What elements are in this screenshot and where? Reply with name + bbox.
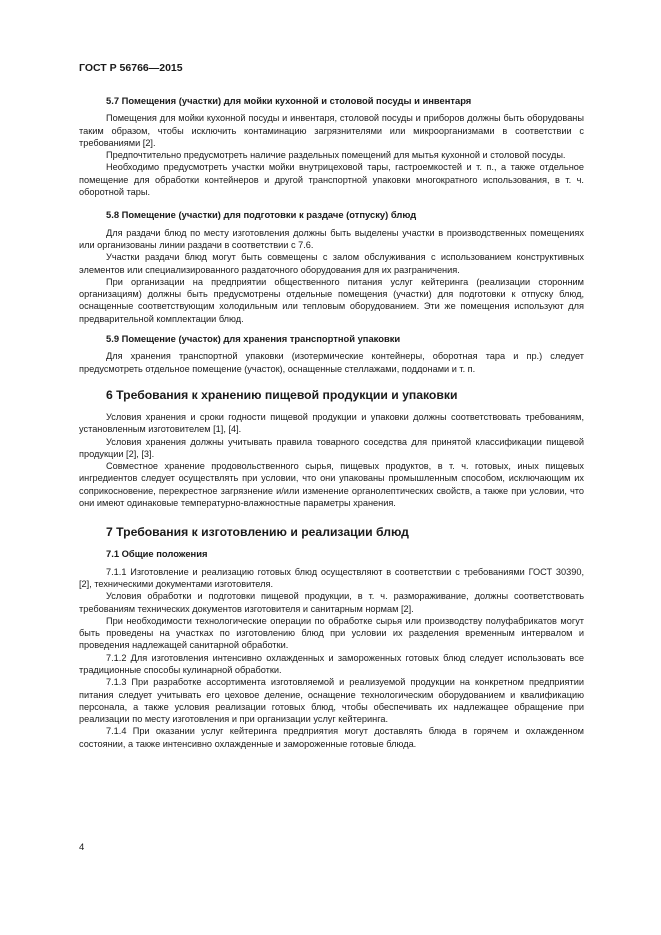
paragraph: Условия обработки и подготовки пищевой продукции, в т. ч. размораживание, должны соответствовать требованиям технических документов изготовителя и санитарным нормам [2]. <box>79 591 584 614</box>
paragraph: Участки раздачи блюд могут быть совмещены с залом обслуживания с использованием конструктивных элементов или специализированного раздаточного оборудования для их разграничения. <box>79 252 584 275</box>
paragraph: Для раздачи блюд по месту изготовления должны быть выделены участки в производственных помещениях или организованы линии раздачи в соответствии с 7.6. <box>79 227 584 250</box>
document-body <box>79 90 584 750</box>
paragraph: Совместное хранение продовольственного сырья, пищевых продуктов, в т. ч. готовых, иных пищевых ингредиентов следует осуществлять при условии, что они упакованы промышленным способом, исключающим их соприкосновение, перекрестное загрязнение и/или изменение органолептических свойств, а также при условии, что они имеют одинаковые температурно-влажностные параметры хранения. <box>79 461 584 509</box>
chapter-heading: 7 Требования к изготовлению и реализации блюд <box>106 525 409 540</box>
section-heading: 5.8 Помещение (участки) для подготовки к раздаче (отпуску) блюд <box>106 209 417 221</box>
paragraph: Помещения для мойки кухонной посуды и инвентаря, столовой посуды и приборов должны быть оборудованы таким образом, чтобы исключить контаминацию загрязнителями или микроорганизмами в соответствии с требованиями [2]. <box>79 113 584 148</box>
paragraph: 7.1.3 При разработке ассортимента изготовляемой и реализуемой продукции на конкретном предприятии питания следует учитывать его цеховое деление, оснащение технологическим оборудованием и квалификацию персонала, а также условия реализации готовых блюд, чтобы обеспечивать их надлежащее обращение при реализации по месту изготовления и при организации услуг кейтеринга. <box>79 677 584 725</box>
paragraph: Условия хранения и сроки годности пищевой продукции и упаковки должны соответствовать требованиям, установленным изготовителем [1], [4]. <box>79 411 584 435</box>
section-heading: 5.9 Помещение (участок) для хранения транспортной упаковки <box>106 333 401 345</box>
page-number: 4 <box>79 842 85 853</box>
paragraph: При необходимости технологические операции по обработке сырья или производству полуфабрикатов могут быть проведены на участках по изготовлению блюд при условии их разделения временным интервалом и проведения надлежащей санитарной обработки. <box>79 615 584 651</box>
paragraph: 7.1.4 При оказании услуг кейтеринга предприятия могут доставлять блюда в горячем и охлажденном состоянии, а также интенсивно охлажденные и замороженные готовые блюда. <box>79 726 584 749</box>
chapter-heading: 6 Требования к хранению пищевой продукции и упаковки <box>106 387 458 402</box>
paragraph: Необходимо предусмотреть участки мойки внутрицеховой тары, гастроемкостей и т. п., а также отдельное помещение для обработки контейнеров и другой транспортной упаковки многократного использования, в т. ч. оборотной тары. <box>79 162 584 198</box>
paragraph: Предпочтительно предусмотреть наличие раздельных помещений для мытья кухонной и столовой посуды. <box>106 150 566 161</box>
document-header: ГОСТ Р 56766—2015 <box>79 62 183 74</box>
paragraph: При организации на предприятии общественного питания услуг кейтеринга (реализации сторонним организациям) должны быть предусмотрены отдельные помещения (участки) для подготовки к отпуску блюд, оснащенные соответствующим холодильным или тепловым оборудованием. Эти же помещения используют для предварительной комплектации блюд. <box>79 276 584 324</box>
section-heading: 7.1 Общие положения <box>106 548 208 560</box>
paragraph: 7.1.2 Для изготовления интенсивно охлажденных и замороженных готовых блюд следует использовать все традиционные способы кулинарной обработки. <box>79 652 584 675</box>
section-heading: 5.7 Помещения (участки) для мойки кухонной и столовой посуды и инвентаря <box>106 95 472 106</box>
paragraph: 7.1.1 Изготовление и реализацию готовых блюд осуществляют в соответствии с требованиями ГОСТ 30390, [2], техническими документами изготовителя. <box>79 566 584 589</box>
paragraph: Для хранения транспортной упаковки (изотермические контейнеры, оборотная тара и пр.) следует предусмотреть отдельное помещение (участок), оснащенные стеллажами, поддонами и т. п. <box>79 351 584 374</box>
paragraph: Условия хранения должны учитывать правила товарного соседства для принятой классификации пищевой продукции [2], [3]. <box>79 436 584 459</box>
